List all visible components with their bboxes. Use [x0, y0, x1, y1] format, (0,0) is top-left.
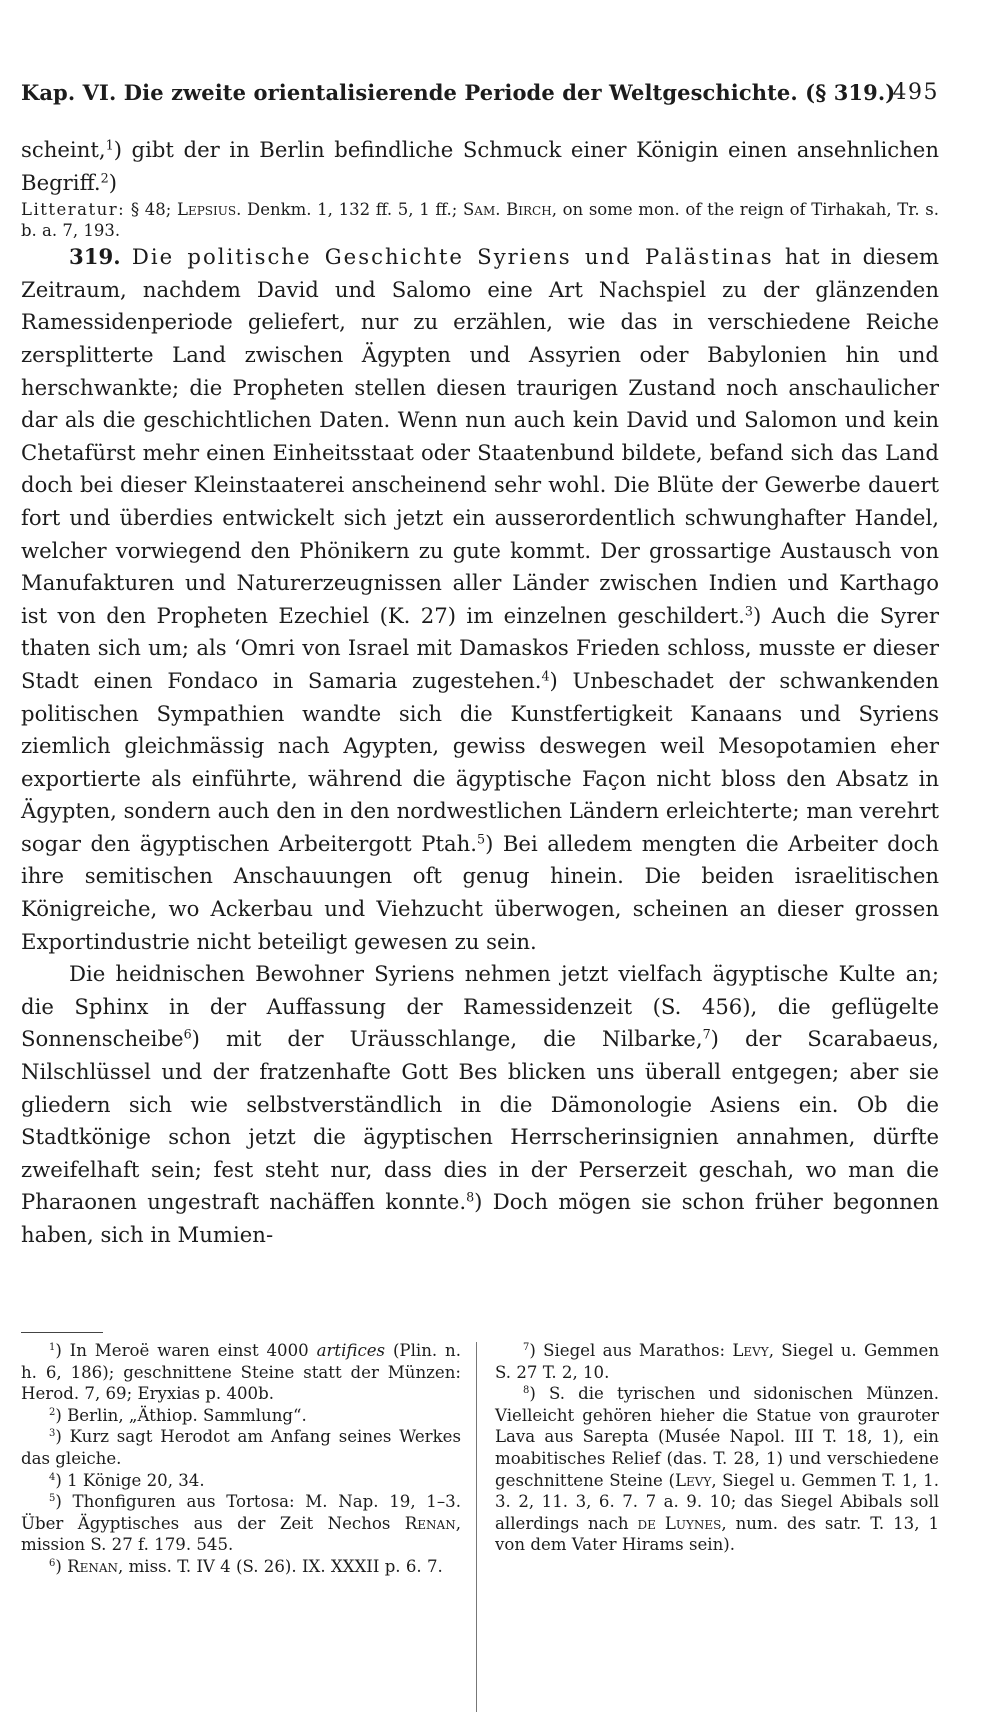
footnote-7: $^7$) Siegel aus Marathos: Levy, Siegel u. Gemmen S. 27 T. 2, 10.	[495, 1341, 940, 1382]
column-divider	[476, 1342, 477, 1712]
section-319-paragraph: 319. Die politische Geschichte Syriens und Palästinas hat in diesem Zeitraum, nachdem David und Salomo eine Art Nachspiel zu der glänzenden Ramessidenperiode geliefert, nur zu erzählen, wie das in verschiedene Reiche zersplitterte Land zwischen Ägypten und Assyrien oder Babylonien hin und herschwankte; die Propheten stellen diesen traurigen Zustand noch anschaulicher dar als die geschichtlichen Daten. Wenn nun auch kein David und Salomon und kein Chetafürst mehr einen Einheitsstaat oder Staatenbund bildete, befand sich das Land doch bei dieser Kleinstaaterei anscheinend sehr wohl. Die Blüte der Gewerbe dauert fort und überdies entwickelt sich jetzt ein ausserordentlich schwunghafter Handel, welcher vorwiegend den Phönikern zu gute kommt. Der grossartige Austausch von Manufakturen und Naturerzeugnissen aller Länder zwischen Indien und Karthago ist von den Propheten Ezechiel (K. 27) im einzelnen geschildert.$^3$) Auch die Syrer thaten sich um; als ‘Omri von Israel mit Damaskos Frieden schloss, musste er dieser Stadt einen Fondaco in Samaria zugestehen.$^4$) Unbeschadet der schwankenden politischen Sympathien wandte sich die Kunstfertigkeit Kanaans und Syriens ziemlich gleichmässig nach Agypten, gewiss deswegen weil Mesopotamien eher exportierte als einführte, während die ägyptische Façon nicht bloss den Absatz in Ägypten, sondern auch den in den nordwestlichen Ländern erleichterte; man verehrt sogar den ägyptischen Arbeitergott Ptah.$^5$) Bei alledem mengten die Arbeiter doch ihre semitischen Anschauungen oft genug hinein. Die beiden israelitischen Königreiche, wo Ackerbau und Viehzucht überwogen, scheinen an dieser grossen Exportindustrie nicht beteiligt gewesen zu sein.	[21, 244, 940, 954]
footnote-5: $^5$) Thonfiguren aus Tortosa: M. Nap. 19, 1–3. Über Ägyptisches aus der Zeit Nechos Renan, mission S. 27 f. 179. 545.	[21, 1492, 461, 1555]
footnote-ref-1: 1	[105, 137, 114, 153]
running-header	[21, 77, 939, 109]
paragraph-kulte: Die heidnischen Bewohner Syriens nehmen jetzt vielfach ägyptische Kulte an; die Sphinx in der Auffassung der Ramessidenzeit (S. 456), die geflügelte Sonnenscheibe$^6$) mit der Uräusschlange, die Nilbarke,$^7$) der Scarabaeus, Nilschlüssel und der fratzenhafte Gott Bes blicken uns überall entgegen; aber sie gliedern sich wie selbstverständlich in die Dämonologie Asiens ein. Ob die Stadtkönige schon jetzt die ägyptischen Herrscherinsignien annahmen, dürfte zweifelhaft sein; fest steht nur, dass dies in der Perserzeit geschah, wo man die Pharaonen ungestraft nachäffen konnte.$^8$) Doch mögen sie schon früher begonnen haben, sich in Mumien-	[21, 961, 939, 1247]
footnote-ref-6: 6	[183, 1026, 192, 1042]
main-text	[21, 134, 939, 1252]
footnote-8: $^8$) S. die tyrischen und sidonischen Münzen. Vielleicht gehören hieher die Statue von grauroter Lava aus Sarepta (Musée Napol. III T. 18, 1), ein moabitisches Relief (das. T. 28, 1) und verschiedene geschnittene Steine (Levy, Siegel u. Gemmen T. 1, 1. 3. 2, 11. 3, 6. 7. 7 a. 9. 10; das Siegel Abibals soll allerdings nach de Luynes, num. des satr. T. 13, 1 von dem Vater Hirams sein).	[495, 1384, 939, 1555]
footnotes-right-column	[495, 1340, 939, 1556]
footnote-ref-5: 5	[476, 831, 486, 847]
footnote-1: $^1$) In Meroë waren einst 4000 artifices (Plin. n. h. 6, 186); geschnittene Steine statt der Münzen: Herod. 7, 69; Eryxias p. 400b.	[21, 1341, 461, 1404]
footnote-ref-2: 2	[100, 169, 109, 185]
literature-note: Litteratur: § 48; Lepsius. Denkm. 1, 132 ff. 5, 1 ff.; Sam. Birch, on some mon. of the reign of Tirhakah, Tr. s. b. a. 7, 193.	[21, 200, 939, 241]
footnote-separator	[21, 1332, 103, 1333]
page-number: 495	[892, 80, 939, 105]
footnotes-left-column	[21, 1340, 461, 1578]
paragraph-continuation: scheint,$^1$) gibt der in Berlin befindliche Schmuck einer Königin einen ansehnlichen Begriff.$^2$)	[21, 137, 939, 195]
running-title: Kap. VI. Die zweite orientalisierende Periode der Weltgeschichte. (§ 319.)	[21, 80, 896, 105]
footnote-6: $^6$) Renan, miss. T. IV 4 (S. 26). IX. XXXII p. 6. 7.	[49, 1556, 443, 1576]
section-heading-spaced: Die politische Geschichte Syriens und Palästinas	[131, 244, 774, 270]
footnote-ref-4: 4	[541, 668, 550, 684]
footnote-ref-8: 8	[466, 1189, 475, 1205]
literature-label: Litteratur:	[21, 200, 126, 220]
footnote-2: $^2$) Berlin, „Äthiop. Sammlung“.	[49, 1405, 307, 1425]
footnote-4: $^4$) 1 Könige 20, 34.	[49, 1470, 205, 1490]
section-number: 319.	[69, 244, 121, 270]
footnote-ref-7: 7	[702, 1026, 711, 1042]
footnote-3: $^3$) Kurz sagt Herodot am Anfang seines Werkes das gleiche.	[21, 1427, 461, 1468]
footnote-ref-3: 3	[744, 603, 753, 619]
